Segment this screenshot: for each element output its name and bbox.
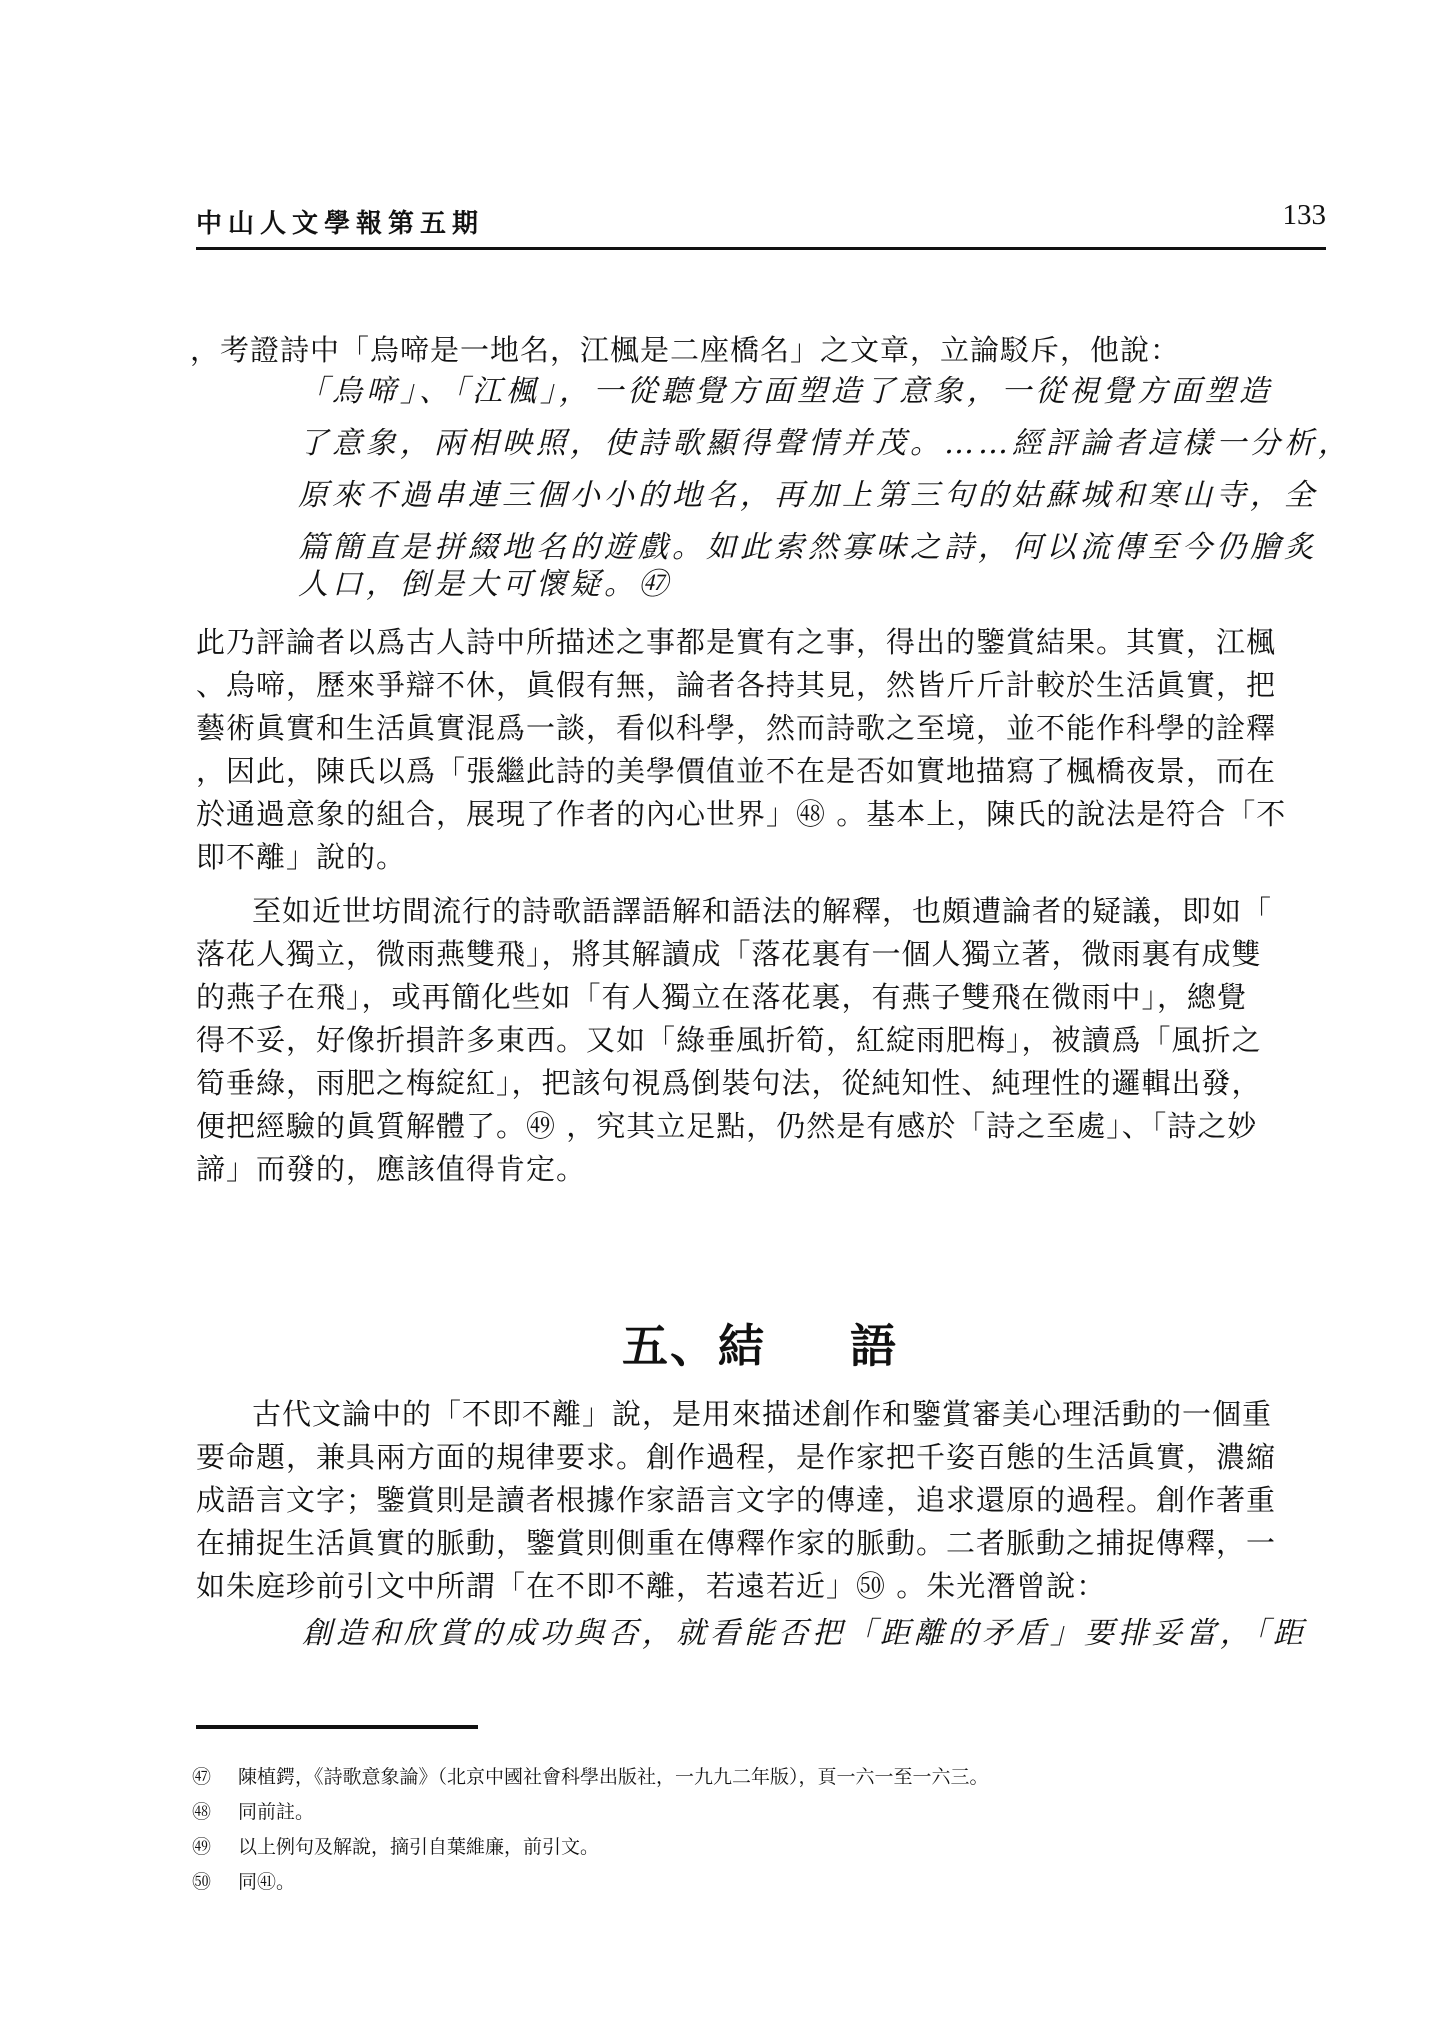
footnote-text: 陳植鍔，《詩歌意象論》（北京中國社會科學出版社，一九九二年版），頁一六一至一六三。 bbox=[238, 1766, 989, 1788]
quote-line: 人口，倒是大可懷疑。㊼ bbox=[298, 567, 672, 602]
text-line: 諦」而發的，應該值得肯定。 bbox=[196, 1152, 587, 1186]
section-title-part2: 語 bbox=[850, 1319, 898, 1373]
text-line: 至如近世坊間流行的詩歌語譯語解和語法的解釋，也頗遭論者的疑議，即如「 bbox=[222, 894, 1273, 928]
running-header bbox=[196, 199, 1326, 243]
footnote-number: ㊽ bbox=[192, 1801, 212, 1823]
text-line: 的燕子在飛」，或再簡化些如「有人獨立在落花裏，有燕子雙飛在微雨中」，總覺 bbox=[196, 980, 1248, 1014]
footnote-number: ㊼ bbox=[192, 1766, 212, 1788]
text-line: 成語言文字；鑒賞則是讀者根據作家語言文字的傳達，追求還原的過程。創作著重 bbox=[196, 1483, 1277, 1517]
text-line: 要命題，兼具兩方面的規律要求。創作過程，是作家把千姿百態的生活眞實，濃縮 bbox=[196, 1440, 1277, 1474]
text-line: 在捕捉生活眞實的脈動，鑒賞則側重在傳釋作家的脈動。二者脈動之捕捉傳釋，一 bbox=[196, 1526, 1277, 1560]
quote-line: 原來不過串連三個小小的地名，再加上第三句的姑蘇城和寒山寺，全 bbox=[298, 478, 1318, 513]
text-line: 便把經驗的眞質解體了。㊾ ，究其立足點，仍然是有感於「詩之至處」、「詩之妙 bbox=[196, 1109, 1258, 1143]
header-rule bbox=[196, 247, 1326, 250]
quote-line: 了意象，兩相映照，使詩歌顯得聲情并茂。……經評論者這樣一分析， bbox=[298, 426, 1352, 461]
text-line: ，因此，陳氏以爲「張繼此詩的美學價值並不在是否如實地描寫了楓橋夜景，而在 bbox=[196, 754, 1277, 788]
section-title bbox=[622, 1310, 898, 1376]
text-line: 古代文論中的「不即不離」說，是用來描述創作和鑒賞審美心理活動的一個重 bbox=[222, 1397, 1273, 1431]
text-line: 筍垂綠，雨肥之梅綻紅」，把該句視爲倒裝句法，從純知性、純理性的邏輯出發， bbox=[196, 1066, 1262, 1100]
journal-title: 中山人文學報第五期 bbox=[196, 209, 485, 239]
text-line: 於通過意象的組合，展現了作者的內心世界」㊽ 。基本上，陳氏的說法是符合「不 bbox=[196, 797, 1287, 831]
page-number: 133 bbox=[1282, 199, 1326, 231]
footnote-number: ㊿ bbox=[192, 1871, 212, 1893]
text-line: ，考證詩中「烏啼是一地名，江楓是二座橋名」之文章，立論駁斥，他說： bbox=[190, 333, 1181, 367]
footnote bbox=[192, 1762, 989, 1789]
footnote bbox=[192, 1867, 295, 1894]
footnote-number: ㊾ bbox=[192, 1836, 212, 1858]
footnote-rule bbox=[196, 1725, 478, 1729]
quote-line: 創造和欣賞的成功與否，就看能否把「距離的矛盾」要排妥當，「距 bbox=[268, 1616, 1307, 1651]
quote-line: 「烏啼」、「江楓」，一從聽覺方面塑造了意象，一從視覺方面塑造 bbox=[298, 374, 1273, 409]
footnote bbox=[192, 1832, 599, 1859]
section-title-part1: 五、結 bbox=[622, 1319, 766, 1373]
text-line: 如朱庭珍前引文中所謂「在不即不離，若遠若近」㊿ 。朱光潛曾說： bbox=[196, 1569, 1107, 1603]
footnote-text: 同前註。 bbox=[238, 1801, 315, 1823]
text-line: 得不妥，好像折損許多東西。又如「綠垂風折筍，紅綻雨肥梅」，被讀爲「風折之 bbox=[196, 1023, 1262, 1057]
footnote bbox=[192, 1797, 314, 1824]
text-line: 即不離」說的。 bbox=[196, 840, 407, 874]
text-line: 藝術眞實和生活眞實混爲一談，看似科學，然而詩歌之至境，並不能作科學的詮釋 bbox=[196, 711, 1277, 745]
footnote-text: 以上例句及解說，摘引自葉維廉，前引文。 bbox=[238, 1836, 600, 1858]
footnote-text: 同㊶。 bbox=[238, 1871, 296, 1893]
quote-line: 篇簡直是拼綴地名的遊戲。如此索然寡味之詩，何以流傳至今仍膾炙 bbox=[298, 530, 1318, 565]
text-line: 、烏啼，歷來爭辯不休，眞假有無，論者各持其見，然皆斤斤計較於生活眞實，把 bbox=[196, 668, 1277, 702]
text-line: 此乃評論者以爲古人詩中所描述之事都是實有之事，得出的鑒賞結果。其實，江楓 bbox=[196, 625, 1277, 659]
text-line: 落花人獨立，微雨燕雙飛」，將其解讀成「落花裏有一個人獨立著，微雨裏有成雙 bbox=[196, 937, 1262, 971]
